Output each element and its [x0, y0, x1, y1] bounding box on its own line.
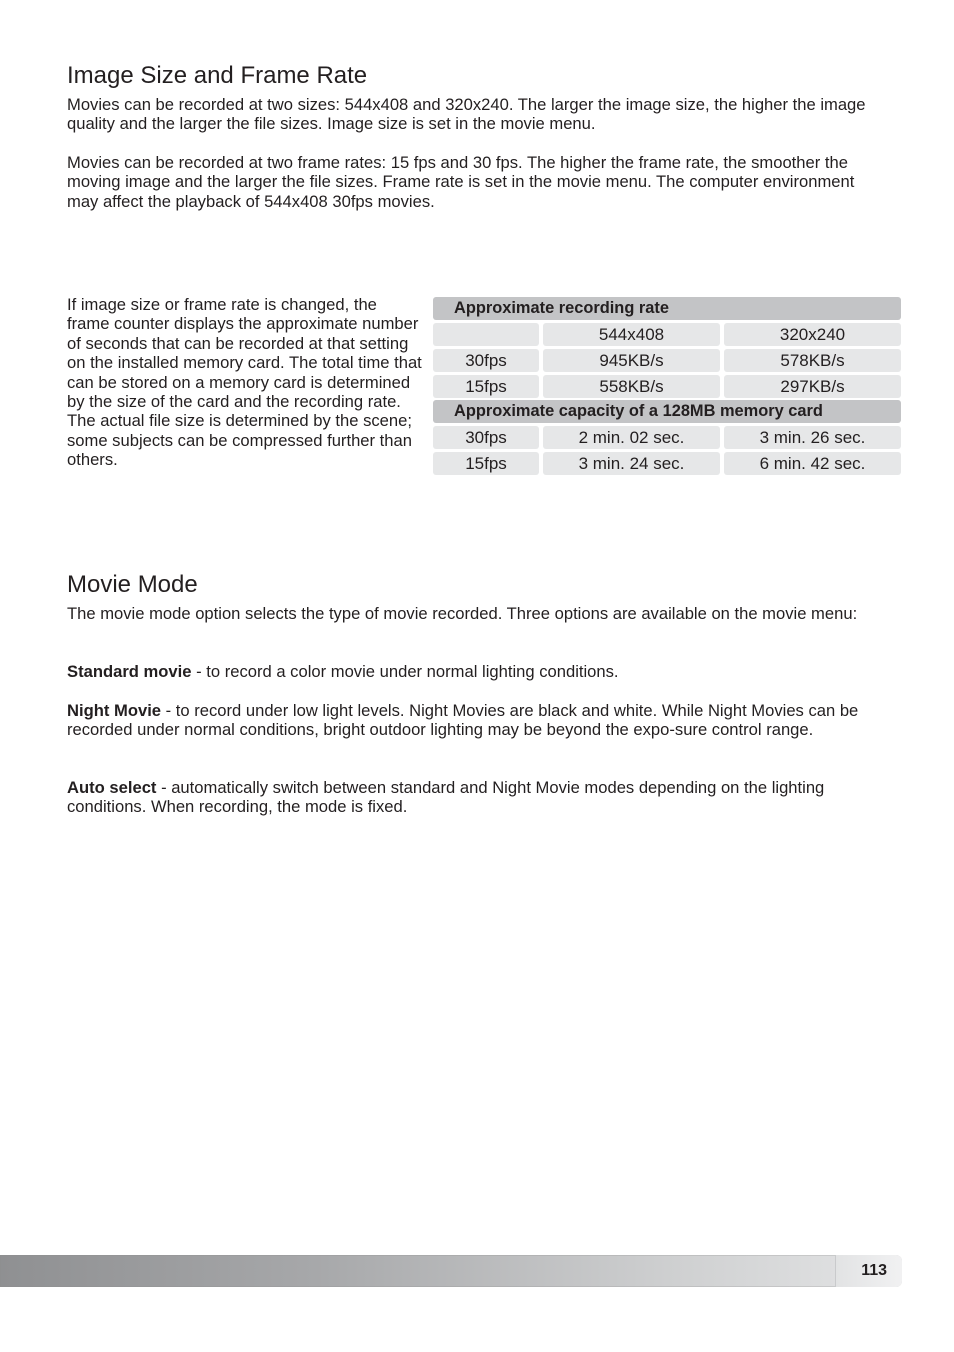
table-row	[433, 426, 901, 449]
table-row	[433, 323, 901, 346]
table-cell: 2 min. 02 sec.	[543, 426, 720, 449]
capacity-header: Approximate capacity of a 128MB memory card	[433, 400, 901, 423]
option-standard-movie	[67, 662, 879, 681]
paragraph-frame-rate: Movies can be recorded at two frame rates: 15 fps and 30 fps. The higher the frame rate, the smoother the moving image and the larger the file sizes. Frame rate is set in the movie menu. The computer environment may affect the playback of 544x408 30fps movies.	[67, 153, 855, 211]
option-term: Night Movie	[67, 701, 162, 720]
recording-rate-header: Approximate recording rate	[433, 297, 901, 320]
section-heading-image-size: Image Size and Frame Rate	[67, 62, 368, 89]
option-auto-select	[67, 778, 867, 817]
frame-counter-text: If image size or frame rate is changed, the frame counter displays the approximate number of seconds that can be recorded at that setting on the installed memory card. The total time that can be stored on a memory card is determined by the size of the card and the recording rate. The actual file size is determined by the scene; some subjects can be compressed further than others.	[67, 295, 422, 470]
table-row	[433, 349, 901, 372]
option-term: Auto select	[67, 778, 157, 797]
option-night-movie	[67, 701, 885, 740]
page-number: 113	[861, 1262, 887, 1279]
option-description: - to record under low light levels. Night Movies are black and white. While Night Movies can be recorded under normal conditions, bright outdoor lighting may be beyond the expo-sure control range.	[67, 701, 859, 740]
option-term: Standard movie	[67, 662, 192, 681]
table-cell	[433, 323, 539, 346]
section-heading-movie-mode: Movie Mode	[67, 571, 198, 598]
paragraph-movie-mode: The movie mode option selects the type of movie recorded. Three options are available on the movie menu:	[67, 604, 858, 623]
table-row	[433, 452, 901, 475]
footer-bar	[0, 1255, 902, 1287]
paragraph-image-size: Movies can be recorded at two sizes: 544x408 and 320x240. The larger the image size, the higher the image quality and the larger the file sizes. Image size is set in the movie menu.	[67, 95, 866, 134]
table-cell: 3 min. 26 sec.	[724, 426, 901, 449]
table-cell: 15fps	[433, 452, 539, 475]
option-description: - automatically switch between standard and Night Movie modes depending on the lighting conditions. When recording, the mode is fixed.	[67, 778, 825, 817]
table-cell: 15fps	[433, 375, 539, 398]
table-cell: 945KB/s	[543, 349, 720, 372]
table-cell: 30fps	[433, 426, 539, 449]
table-cell: 578KB/s	[724, 349, 901, 372]
table-cell: 3 min. 24 sec.	[543, 452, 720, 475]
table-cell: 6 min. 42 sec.	[724, 452, 901, 475]
table-column-header: 320x240	[724, 323, 901, 346]
table-cell: 297KB/s	[724, 375, 901, 398]
table-cell: 30fps	[433, 349, 539, 372]
table-row	[433, 375, 901, 398]
option-description: - to record a color movie under normal lighting conditions.	[191, 662, 619, 681]
table-column-header: 544x408	[543, 323, 720, 346]
table-header-row	[433, 400, 901, 423]
table-header-row	[433, 297, 901, 320]
table-cell: 558KB/s	[543, 375, 720, 398]
